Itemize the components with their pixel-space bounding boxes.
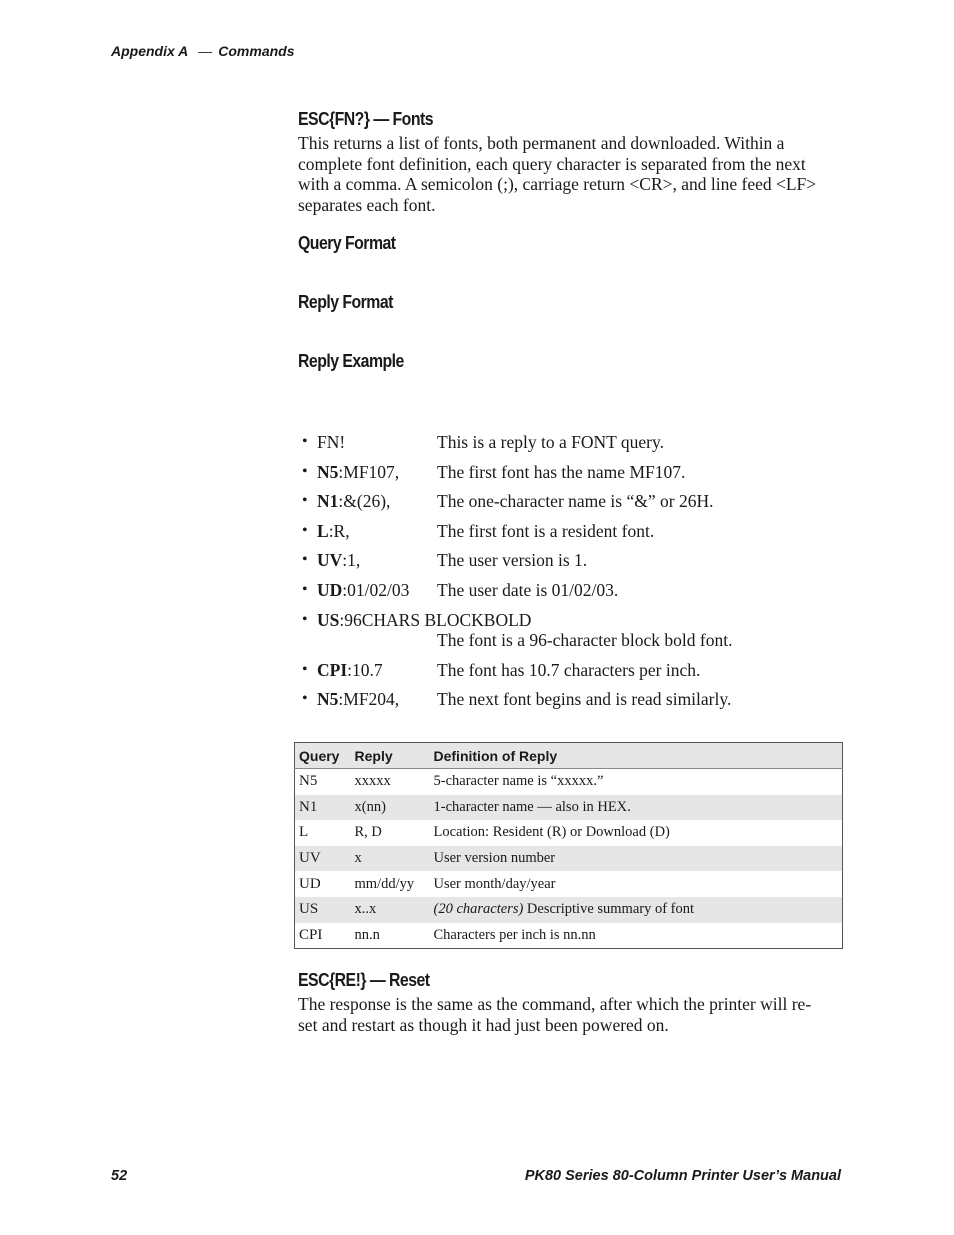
header-chapter: Appendix A	[111, 43, 189, 59]
reset-description: The response is the same as the command, after which the printer will re- set and restart as though it had just been powered on.	[298, 994, 812, 1035]
reply-cell: x	[351, 846, 430, 872]
fonts-description: This returns a list of fonts, both permanent and downloaded. Within a complete font definition, each query character is separated from the next with a comma. A semicolon (;), carriage return <CR>, and line feed <LF> separates each font.	[298, 133, 817, 215]
query-cell: CPI	[299, 926, 323, 943]
bullet-key: UD:01/02/03	[317, 579, 410, 600]
bullet-key: N5:MF107,	[317, 461, 400, 482]
query-cell: N1	[295, 795, 351, 821]
list-item	[302, 689, 842, 719]
bullet-description: The one-character name is “&” or 26H.	[437, 491, 714, 512]
list-item	[302, 521, 842, 551]
bullet-description: This is a reply to a FONT query.	[437, 432, 664, 452]
query-cell: L	[299, 824, 309, 841]
reply-format-heading: Reply Format	[298, 292, 393, 312]
list-item	[302, 660, 842, 690]
query-cell: UV	[295, 846, 351, 872]
bullet-key: CPI:10.7	[317, 659, 383, 680]
query-cell: US	[295, 897, 351, 923]
bullet-dot: •	[302, 433, 308, 450]
reply-example-heading: Reply Example	[298, 351, 404, 371]
bullet-key: N1:&(26),	[317, 491, 391, 512]
list-item	[302, 462, 842, 492]
bullet-key: UV:1,	[317, 550, 361, 571]
bullet-dot: •	[302, 660, 308, 678]
bullet-key: N5:MF204,	[317, 689, 400, 710]
running-header	[111, 43, 295, 59]
bullet-description: The font has 10.7 characters per inch.	[437, 659, 701, 680]
bullet-description: The font is a 96-character block bold font.	[437, 629, 733, 650]
definition-cell: Characters per inch is nn.nn	[433, 926, 596, 943]
table-row	[295, 820, 843, 846]
table-row	[295, 795, 843, 821]
bullet-key: FN!	[317, 432, 346, 452]
reply-cell: x(nn)	[351, 795, 430, 821]
fonts-heading: ESC{FN?} — Fonts	[298, 109, 433, 129]
reply-cell: nn.n	[354, 926, 380, 943]
query-format-heading: Query Format	[298, 233, 396, 253]
table-row	[295, 897, 843, 923]
list-item	[302, 550, 842, 580]
bullet-description: The first font is a resident font.	[437, 520, 655, 541]
bullet-dot: •	[302, 580, 308, 598]
bullet-description: The next font begins and is read similarly.	[437, 689, 732, 710]
table-row	[295, 769, 843, 795]
bullet-dot: •	[302, 610, 308, 628]
query-cell: N5	[299, 773, 318, 790]
bullet-dot: •	[302, 551, 308, 569]
definition-cell: User month/day/year	[433, 875, 556, 892]
bullet-key: US:96CHARS BLOCKBOLD	[317, 609, 532, 630]
bullet-description: The user version is 1.	[437, 550, 588, 571]
bullet-key: L:R,	[317, 520, 350, 541]
list-item	[302, 580, 842, 610]
bullet-dot: •	[302, 462, 308, 480]
reply-cell: x..x	[351, 897, 430, 923]
query-cell: UD	[299, 875, 321, 892]
definition-cell: (20 characters) Descriptive summary of font	[430, 897, 843, 923]
bullet-description: The first font has the name MF107.	[437, 461, 686, 482]
reply-cell: R, D	[354, 824, 382, 841]
page-number: 52	[111, 1168, 128, 1184]
reply-cell: xxxxx	[354, 773, 391, 790]
reply-cell: mm/dd/yy	[354, 875, 415, 892]
header-section: Commands	[218, 43, 295, 59]
reset-heading: ESC{RE!} — Reset	[298, 970, 430, 990]
reply-definition-table	[294, 742, 843, 949]
column-header: Reply	[351, 743, 430, 769]
column-header: Query	[295, 743, 351, 769]
bullet-dot: •	[302, 690, 308, 708]
table-row	[295, 871, 843, 897]
list-item	[302, 491, 842, 521]
list-item	[302, 432, 842, 462]
manual-title: PK80 Series 80-Column Printer User’s Manual	[524, 1168, 841, 1184]
bullet-dot: •	[302, 521, 308, 539]
reply-example-list	[302, 432, 842, 719]
bullet-dot: •	[302, 492, 308, 510]
header-dash: —	[198, 43, 213, 59]
definition-cell: 5-character name is “xxxxx.”	[433, 773, 604, 790]
definition-cell: User version number	[430, 846, 843, 872]
table-row	[295, 846, 843, 872]
table-row	[295, 923, 843, 949]
bullet-description: The user date is 01/02/03.	[437, 579, 619, 600]
column-header: Definition of Reply	[430, 743, 843, 769]
definition-cell: Location: Resident (R) or Download (D)	[433, 824, 670, 841]
list-item	[302, 610, 842, 660]
definition-cell: 1-character name — also in HEX.	[430, 795, 843, 821]
table-header-row	[295, 743, 843, 769]
